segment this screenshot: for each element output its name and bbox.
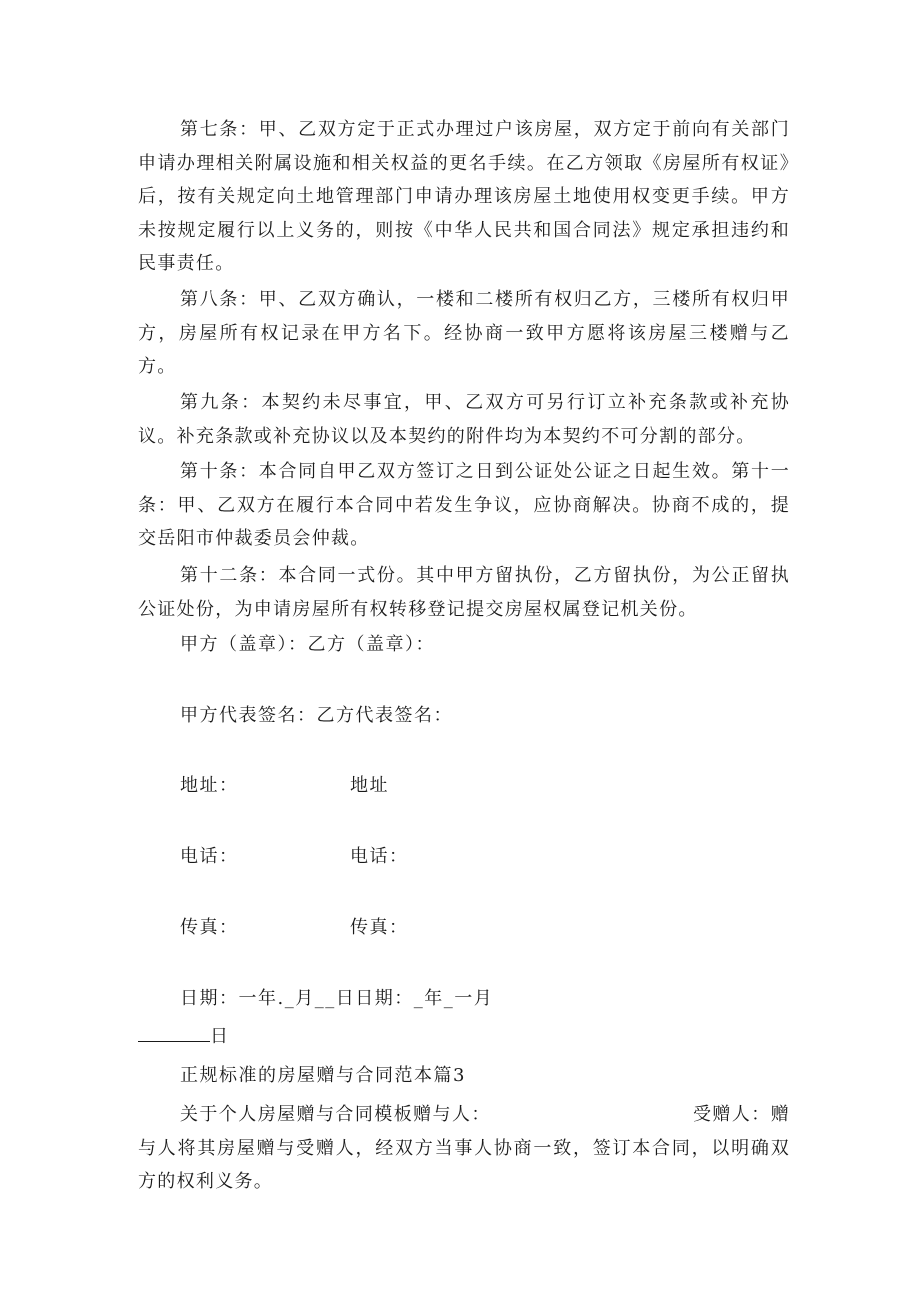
clause-8: 第八条：甲、乙双方确认，一楼和二楼所有权归乙方，三楼所有权归甲方，房屋所有权记录在甲方名下。经协商一致甲方愿将该房屋三楼赠与乙方。 (138, 289, 790, 377)
representative-line: 甲方代表签名：乙方代表签名： (180, 705, 453, 726)
address-row (180, 772, 580, 800)
phone-row (180, 843, 580, 871)
date-day-row (138, 1023, 230, 1051)
section-title: 正规标准的房屋赠与合同范本篇3 (180, 1065, 466, 1086)
party-b-phone-label: 电话： (350, 846, 409, 867)
seal-line: 甲方（盖章）：乙方（盖章）： (180, 634, 435, 655)
party-b-fax-label: 传真： (350, 917, 409, 938)
clause-12: 第十二条：本合同一式份。其中甲方留执份，乙方留执份，为公正留执公证处份，为申请房屋所有权转移登记提交房屋权属登记机关份。 (138, 565, 790, 620)
gift-lead: 关于个人房屋赠与合同模板赠与人： (180, 1104, 491, 1125)
gift-body: 受赠人：赠与人将其房屋赠与受赠人，经双方当事人协商一致，签订本合同，以明确双方的权利义务。 (138, 1104, 790, 1192)
clause-7: 第七条：甲、乙双方定于正式办理过户该房屋，双方定于前向有关部门申请办理相关附属设施和相关权益的更名手续。在乙方领取《房屋所有权证》后，按有关规定向土地管理部门申请办理该房屋土地使用权变更手续。甲方未按规定履行以上义务的，则按《中华人民共和国合同法》规定承担违约和民事责任。 (138, 119, 790, 274)
day-blank (138, 1023, 210, 1042)
date-line: 日期：一年._月__日日期：_年_一月 (180, 988, 494, 1009)
party-a-address-label: 地址： (180, 775, 239, 796)
clause-9: 第九条：本契约未尽事宜，甲、乙双方可另行订立补充条款或补充协议。补充条款或补充协议以及本契约的附件均为本契约不可分割的部分。 (138, 392, 790, 447)
clause-10: 第十条：本合同自甲乙双方签订之日到公证处公证之日起生效。第十一条：甲、乙双方在履行本合同中若发生争议，应协商解决。协商不成的，提交岳阳市仲裁委员会仲裁。 (138, 461, 790, 549)
party-a-phone-label: 电话： (180, 846, 239, 867)
gift-paragraph (138, 1098, 790, 1199)
party-b-address-label: 地址 (350, 775, 389, 796)
fax-row (180, 914, 580, 942)
party-a-fax-label: 传真： (180, 917, 239, 938)
day-label: 日 (210, 1026, 230, 1047)
